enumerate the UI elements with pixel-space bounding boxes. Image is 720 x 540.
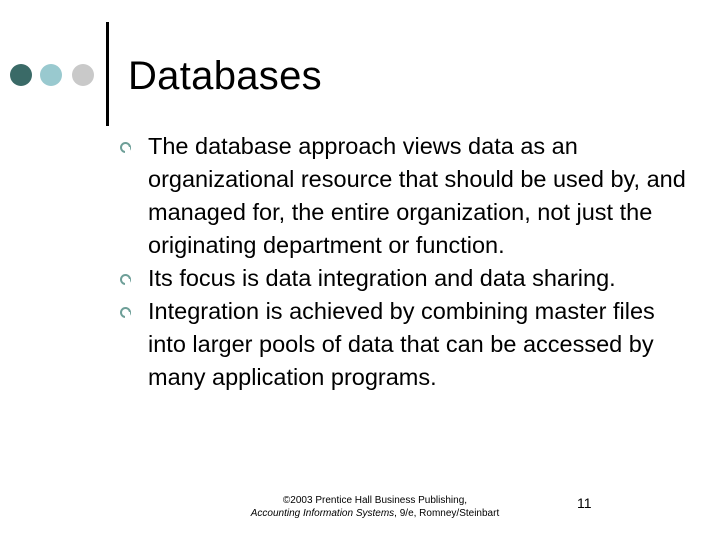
footer-edition: , 9/e, Romney/Steinbart <box>394 508 500 519</box>
bullet-ring-icon <box>120 307 131 318</box>
bullet-item <box>116 295 696 394</box>
decorative-dot-teal <box>40 64 62 86</box>
bullet-ring-icon <box>120 142 131 153</box>
footer-citation <box>235 494 515 520</box>
bullet-item <box>116 130 696 262</box>
bullet-item <box>116 262 696 295</box>
decorative-dot-dark <box>10 64 32 86</box>
page-number: 11 <box>577 495 592 511</box>
bullet-text: The database approach views data as an organizational resource that should be used by, and managed for, the entire organization, not just the originating department or function. <box>148 133 686 258</box>
bullet-ring-icon <box>120 274 131 285</box>
decorative-dot-gray <box>72 64 94 86</box>
bullet-text: Integration is achieved by combining master files into larger pools of data that can be accessed by many application programs. <box>148 298 655 390</box>
footer-book-title: Accounting Information Systems <box>250 508 395 519</box>
bullet-text: Its focus is data integration and data sharing. <box>148 265 616 291</box>
footer-source <box>235 507 515 520</box>
title-divider <box>106 22 109 126</box>
bullet-list <box>116 130 696 394</box>
footer-copyright: ©2003 Prentice Hall Business Publishing, <box>282 495 468 506</box>
slide-title: Databases <box>128 54 322 98</box>
